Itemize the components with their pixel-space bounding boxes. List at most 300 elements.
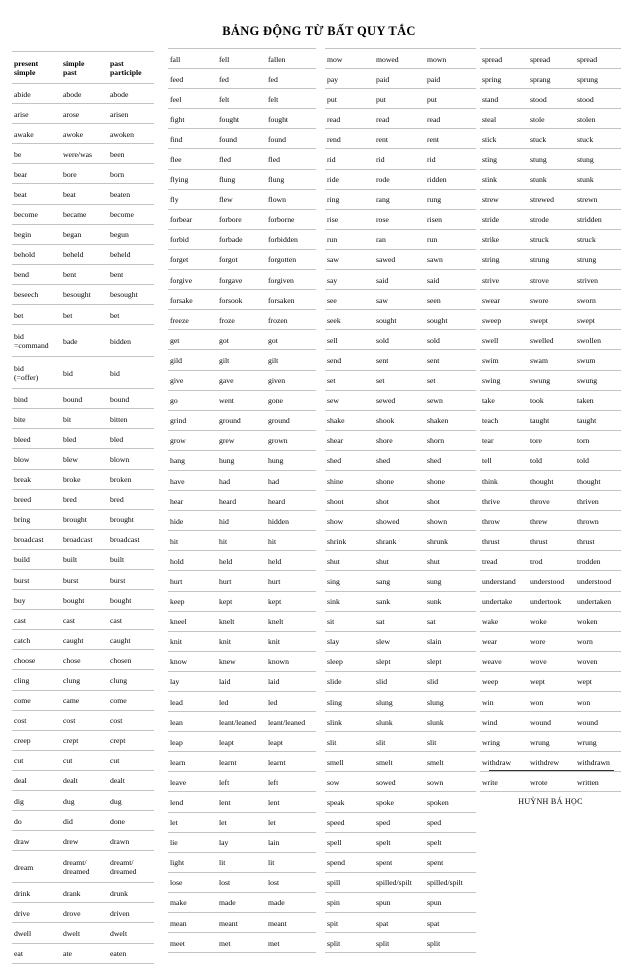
table-row <box>12 204 154 224</box>
table-row <box>168 450 316 470</box>
present-simple-cell: smell <box>325 752 374 772</box>
simple-past-cell: forgot <box>217 249 266 269</box>
table-row <box>325 933 476 953</box>
table-row <box>480 229 621 249</box>
past-participle-cell: forgotten <box>266 249 316 269</box>
present-simple-cell: hold <box>168 551 217 571</box>
past-participle-cell: written <box>575 772 621 792</box>
past-participle-cell: risen <box>425 209 476 229</box>
table-row <box>325 290 476 310</box>
simple-past-cell: swelled <box>528 330 575 350</box>
simple-past-cell: split <box>374 933 425 953</box>
present-simple-cell: spit <box>325 913 374 933</box>
table-row <box>325 732 476 752</box>
present-simple-cell: swim <box>480 350 528 370</box>
present-simple-cell: win <box>480 692 528 712</box>
table-row <box>168 511 316 531</box>
present-simple-cell: seek <box>325 310 374 330</box>
present-simple-cell: kneel <box>168 611 217 631</box>
table-row <box>325 430 476 450</box>
simple-past-cell: dealt <box>61 770 108 790</box>
simple-past-cell: fell <box>217 49 266 69</box>
table-row <box>325 470 476 490</box>
simple-past-cell: went <box>217 390 266 410</box>
present-simple-cell: wring <box>480 732 528 752</box>
present-simple-cell: slit <box>325 732 374 752</box>
present-simple-cell: bring <box>12 509 61 529</box>
past-participle-cell: stood <box>575 89 621 109</box>
table-row <box>325 49 476 69</box>
present-simple-cell: throw <box>480 511 528 531</box>
past-participle-cell: bidden <box>108 325 154 357</box>
present-simple-cell: hit <box>168 531 217 551</box>
past-participle-cell: taught <box>575 410 621 430</box>
simple-past-cell: drove <box>61 903 108 923</box>
table-row <box>480 169 621 189</box>
past-participle-cell: stunk <box>575 169 621 189</box>
past-participle-cell: stung <box>575 149 621 169</box>
simple-past-cell: fought <box>217 109 266 129</box>
present-simple-cell: blow <box>12 449 61 469</box>
present-simple-cell: drink <box>12 883 61 903</box>
simple-past-cell: arose <box>61 104 108 124</box>
simple-past-cell: led <box>217 692 266 712</box>
past-participle-cell: cast <box>108 610 154 630</box>
present-simple-cell: freeze <box>168 310 217 330</box>
present-simple-cell: tear <box>480 430 528 450</box>
past-participle-cell: eaten <box>108 943 154 963</box>
present-simple-cell: lie <box>168 832 217 852</box>
past-participle-cell: shrunk <box>425 531 476 551</box>
table-row <box>325 812 476 832</box>
table-row <box>168 752 316 772</box>
past-participle-cell: met <box>266 933 316 953</box>
simple-past-cell: had <box>217 470 266 490</box>
simple-past-cell: began <box>61 224 108 244</box>
present-simple-cell: do <box>12 811 61 831</box>
simple-past-cell: lost <box>217 872 266 892</box>
past-participle-cell: thrown <box>575 511 621 531</box>
table-row <box>12 469 154 489</box>
present-simple-cell: mean <box>168 913 217 933</box>
table-row <box>12 690 154 710</box>
past-participle-cell: rent <box>425 129 476 149</box>
simple-past-cell: fled <box>217 149 266 169</box>
present-simple-cell: stand <box>480 89 528 109</box>
simple-past-cell: read <box>374 109 425 129</box>
past-participle-cell: slain <box>425 631 476 651</box>
table-row <box>325 129 476 149</box>
present-simple-cell: buy <box>12 590 61 610</box>
present-simple-cell: find <box>168 129 217 149</box>
past-participle-cell: withdrawn <box>575 752 621 772</box>
table-row <box>12 124 154 144</box>
table-row <box>12 305 154 325</box>
simple-past-cell: sawed <box>374 249 425 269</box>
simple-past-cell: cast <box>61 610 108 630</box>
present-simple-cell: begin <box>12 224 61 244</box>
table-row <box>325 832 476 852</box>
present-simple-cell: sew <box>325 390 374 410</box>
present-simple-cell: sling <box>325 692 374 712</box>
past-participle-cell: stuck <box>575 129 621 149</box>
present-simple-cell: get <box>168 330 217 350</box>
present-simple-cell: slide <box>325 671 374 691</box>
table-row <box>480 712 621 732</box>
table-row <box>168 792 316 812</box>
simple-past-cell: sat <box>374 611 425 631</box>
table-row <box>12 569 154 589</box>
simple-past-cell: wound <box>528 712 575 732</box>
simple-past-cell: bled <box>61 429 108 449</box>
table-row <box>168 491 316 511</box>
present-simple-cell: thrust <box>480 531 528 551</box>
past-participle-cell: shaken <box>425 410 476 430</box>
present-simple-cell: come <box>12 690 61 710</box>
past-participle-cell: spelt <box>425 832 476 852</box>
simple-past-cell: burst <box>61 569 108 589</box>
past-participle-cell: driven <box>108 903 154 923</box>
present-simple-cell: steal <box>480 109 528 129</box>
table-row <box>12 791 154 811</box>
simple-past-cell: spelt <box>374 832 425 852</box>
simple-past-cell: broadcast <box>61 529 108 549</box>
table-row <box>325 350 476 370</box>
past-participle-cell: hit <box>266 531 316 551</box>
signature-line <box>489 770 614 771</box>
past-participle-cell: broken <box>108 469 154 489</box>
present-simple-cell: fly <box>168 189 217 209</box>
present-simple-cell: become <box>12 204 61 224</box>
simple-past-cell: knew <box>217 651 266 671</box>
present-simple-cell: give <box>168 370 217 390</box>
table-row <box>12 670 154 690</box>
past-participle-cell: wound <box>575 712 621 732</box>
table-row <box>325 270 476 290</box>
table-row <box>480 310 621 330</box>
table-row <box>325 772 476 792</box>
present-simple-cell: spin <box>325 892 374 912</box>
past-participle-cell: sunk <box>425 591 476 611</box>
past-participle-cell: sat <box>425 611 476 631</box>
simple-past-cell: abode <box>61 84 108 104</box>
present-simple-cell: see <box>325 290 374 310</box>
present-simple-cell: speak <box>325 792 374 812</box>
present-simple-cell: behold <box>12 244 61 264</box>
table-row <box>168 913 316 933</box>
simple-past-cell: put <box>374 89 425 109</box>
simple-past-cell: bred <box>61 489 108 509</box>
table-row <box>12 184 154 204</box>
present-simple-cell: break <box>12 469 61 489</box>
table-row <box>168 189 316 209</box>
table-row <box>325 310 476 330</box>
present-simple-cell: shake <box>325 410 374 430</box>
past-participle-cell: begun <box>108 224 154 244</box>
table-row <box>480 631 621 651</box>
present-simple-cell: deal <box>12 770 61 790</box>
past-participle-cell: struck <box>575 229 621 249</box>
simple-past-cell: wove <box>528 651 575 671</box>
table-row <box>325 531 476 551</box>
present-simple-cell: say <box>325 270 374 290</box>
table-row <box>12 144 154 164</box>
simple-past-cell: bound <box>61 389 108 409</box>
simple-past-cell: lent <box>217 792 266 812</box>
present-simple-cell: rend <box>325 129 374 149</box>
past-participle-cell: smelt <box>425 752 476 772</box>
table-row <box>480 732 621 752</box>
simple-past-cell: ground <box>217 410 266 430</box>
past-participle-cell: awoken <box>108 124 154 144</box>
table-row <box>168 430 316 450</box>
simple-past-cell: wore <box>528 631 575 651</box>
simple-past-cell: hurt <box>217 571 266 591</box>
present-simple-cell: take <box>480 390 528 410</box>
past-participle-cell: sent <box>425 350 476 370</box>
table-row <box>325 410 476 430</box>
past-participle-cell: hidden <box>266 511 316 531</box>
present-simple-cell: hurt <box>168 571 217 591</box>
simple-past-cell: learnt <box>217 752 266 772</box>
present-simple-cell: undertake <box>480 591 528 611</box>
table-row <box>480 370 621 390</box>
simple-past-cell: lit <box>217 852 266 872</box>
past-participle-cell: bred <box>108 489 154 509</box>
table-row <box>12 357 154 389</box>
table-row <box>168 209 316 229</box>
simple-past-cell: undertook <box>528 591 575 611</box>
present-simple-cell: hear <box>168 491 217 511</box>
table-row <box>12 883 154 903</box>
past-participle-cell: flung <box>266 169 316 189</box>
past-participle-cell: shorn <box>425 430 476 450</box>
table-row <box>168 350 316 370</box>
simple-past-cell: rent <box>374 129 425 149</box>
simple-past-cell: shut <box>374 551 425 571</box>
present-simple-cell: dwell <box>12 923 61 943</box>
simple-past-cell: ate <box>61 943 108 963</box>
table-row <box>12 943 154 963</box>
table-row <box>325 551 476 571</box>
past-participle-cell: become <box>108 204 154 224</box>
present-simple-cell: sweep <box>480 310 528 330</box>
past-participle-cell: leapt <box>266 732 316 752</box>
table-row <box>480 671 621 691</box>
present-simple-cell: spring <box>480 69 528 89</box>
table-row <box>480 410 621 430</box>
past-participle-cell: bled <box>108 429 154 449</box>
present-simple-cell: ride <box>325 169 374 189</box>
table-row <box>325 109 476 129</box>
table-row <box>12 529 154 549</box>
present-simple-cell: meet <box>168 933 217 953</box>
simple-past-cell: kept <box>217 591 266 611</box>
table-row <box>168 129 316 149</box>
present-simple-cell: lose <box>168 872 217 892</box>
table-row <box>168 832 316 852</box>
simple-past-cell: wrote <box>528 772 575 792</box>
table-row <box>12 650 154 670</box>
past-participle-cell: knelt <box>266 611 316 631</box>
simple-past-cell: rid <box>374 149 425 169</box>
past-participle-cell: trodden <box>575 551 621 571</box>
present-simple-cell: creep <box>12 730 61 750</box>
past-participle-cell: sped <box>425 812 476 832</box>
table-row <box>12 730 154 750</box>
simple-past-cell: laid <box>217 671 266 691</box>
table-row <box>325 752 476 772</box>
past-participle-cell: torn <box>575 430 621 450</box>
verb-table-4 <box>480 48 621 792</box>
present-simple-cell: sell <box>325 330 374 350</box>
simple-past-cell: flew <box>217 189 266 209</box>
past-participle-cell: sung <box>425 571 476 591</box>
table-row <box>168 49 316 69</box>
table-row <box>168 149 316 169</box>
simple-past-cell: bore <box>61 164 108 184</box>
past-participle-cell: worn <box>575 631 621 651</box>
past-participle-cell: slit <box>425 732 476 752</box>
present-simple-cell: awake <box>12 124 61 144</box>
past-participle-cell: wept <box>575 671 621 691</box>
past-participle-cell: split <box>425 933 476 953</box>
present-simple-cell: catch <box>12 630 61 650</box>
past-participle-cell: dug <box>108 791 154 811</box>
table-row <box>12 164 154 184</box>
past-participle-cell: shut <box>425 551 476 571</box>
past-participle-cell: paid <box>425 69 476 89</box>
simple-past-cell: came <box>61 690 108 710</box>
present-simple-cell: ring <box>325 189 374 209</box>
simple-past-cell: slung <box>374 692 425 712</box>
past-participle-cell: blown <box>108 449 154 469</box>
simple-past-cell: strove <box>528 270 575 290</box>
table-row <box>168 732 316 752</box>
present-simple-cell: stride <box>480 209 528 229</box>
present-simple-cell: grow <box>168 430 217 450</box>
present-simple-cell: broadcast <box>12 529 61 549</box>
verb-table-1 <box>12 51 154 964</box>
present-simple-cell: split <box>325 933 374 953</box>
table-row <box>12 903 154 923</box>
past-participle-cell: felt <box>266 89 316 109</box>
table-row <box>12 489 154 509</box>
table-row <box>480 491 621 511</box>
present-simple-cell: stink <box>480 169 528 189</box>
table-row <box>480 89 621 109</box>
simple-past-cell: cost <box>61 710 108 730</box>
past-participle-cell: brought <box>108 509 154 529</box>
simple-past-cell: swept <box>528 310 575 330</box>
past-participle-cell: stolen <box>575 109 621 129</box>
simple-past-cell: stole <box>528 109 575 129</box>
simple-past-cell: froze <box>217 310 266 330</box>
present-simple-cell: bite <box>12 409 61 429</box>
table-row <box>480 772 621 792</box>
table-row <box>480 390 621 410</box>
simple-past-cell: withdrew <box>528 752 575 772</box>
past-participle-cell: lit <box>266 852 316 872</box>
table-row <box>480 109 621 129</box>
present-simple-cell: feel <box>168 89 217 109</box>
table-row <box>325 651 476 671</box>
past-participle-cell: left <box>266 772 316 792</box>
table-row <box>325 571 476 591</box>
present-simple-cell: teach <box>480 410 528 430</box>
simple-past-cell: were/was <box>61 144 108 164</box>
past-participle-cell: fled <box>266 149 316 169</box>
past-participle-cell: besought <box>108 284 154 304</box>
table-row <box>325 249 476 269</box>
table-row <box>325 89 476 109</box>
past-participle-cell: dealt <box>108 770 154 790</box>
past-participle-cell: sold <box>425 330 476 350</box>
table-row <box>325 712 476 732</box>
past-participle-cell: hung <box>266 450 316 470</box>
past-participle-cell: won <box>575 692 621 712</box>
past-participle-cell: grown <box>266 430 316 450</box>
present-simple-cell: cast <box>12 610 61 630</box>
simple-past-cell: sowed <box>374 772 425 792</box>
present-simple-cell: know <box>168 651 217 671</box>
present-simple-cell: bet <box>12 305 61 325</box>
table-header-row <box>12 52 154 84</box>
table-row <box>480 189 621 209</box>
table-row <box>168 651 316 671</box>
table-row <box>168 631 316 651</box>
past-participle-cell: kept <box>266 591 316 611</box>
page-title: BẢNG ĐỘNG TỪ BẤT QUY TẮC <box>222 24 416 38</box>
past-participle-cell: done <box>108 811 154 831</box>
table-row <box>168 692 316 712</box>
past-participle-cell: sought <box>425 310 476 330</box>
table-row <box>480 450 621 470</box>
simple-past-cell: chose <box>61 650 108 670</box>
table-row <box>480 571 621 591</box>
simple-past-cell: found <box>217 129 266 149</box>
simple-past-cell: fed <box>217 69 266 89</box>
past-participle-cell: shone <box>425 470 476 490</box>
present-simple-cell: forgive <box>168 270 217 290</box>
simple-past-cell: caught <box>61 630 108 650</box>
past-participle-cell: lent <box>266 792 316 812</box>
table-row <box>325 370 476 390</box>
table-row <box>12 750 154 770</box>
table-row <box>12 923 154 943</box>
present-simple-cell: lead <box>168 692 217 712</box>
present-simple-cell: wake <box>480 611 528 631</box>
simple-past-cell: taught <box>528 410 575 430</box>
table-row <box>168 812 316 832</box>
present-simple-cell: eat <box>12 943 61 963</box>
table-row <box>480 249 621 269</box>
table-row <box>480 430 621 450</box>
past-participle-cell: thought <box>575 470 621 490</box>
simple-past-cell: slept <box>374 651 425 671</box>
simple-past-cell: won <box>528 692 575 712</box>
present-simple-cell: hide <box>168 511 217 531</box>
present-simple-cell: mow <box>325 49 374 69</box>
simple-past-cell: sank <box>374 591 425 611</box>
present-simple-cell: rid <box>325 149 374 169</box>
past-participle-cell: frozen <box>266 310 316 330</box>
present-simple-cell: bear <box>12 164 61 184</box>
present-simple-cell: let <box>168 812 217 832</box>
table-row <box>168 370 316 390</box>
past-participle-cell: drunk <box>108 883 154 903</box>
table-row <box>168 169 316 189</box>
